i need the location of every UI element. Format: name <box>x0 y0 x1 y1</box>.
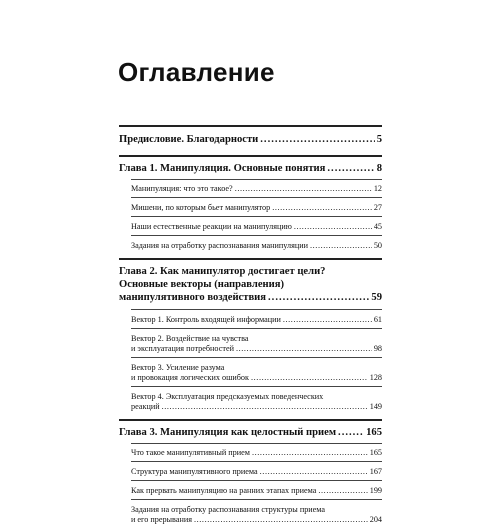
toc-entry-title-line: манипулятивного воздействия <box>119 292 267 303</box>
toc-entry-chapter-2[interactable] <box>119 265 382 304</box>
toc-entry-title: Мишени, по которым бьет манипулятор <box>131 203 271 212</box>
toc-entry-title: Структура манипулятивного приема <box>131 467 258 476</box>
dot-leader <box>327 162 374 175</box>
page-number: 59 <box>371 292 382 303</box>
dot-leader <box>318 486 367 496</box>
toc-entry-title-line: Глава 2. Как манипулятор достигает цели? <box>119 266 326 277</box>
dot-leader <box>235 184 372 194</box>
dot-leader <box>268 291 369 304</box>
page-number: 167 <box>369 467 382 476</box>
table-of-contents <box>119 125 382 525</box>
page-number: 45 <box>373 222 382 231</box>
item-divider <box>131 386 382 387</box>
page-number: 27 <box>373 203 382 212</box>
toc-entry-subsection[interactable] <box>119 448 382 458</box>
item-divider <box>131 480 382 481</box>
toc-entry-title: Что такое манипулятивный прием <box>131 448 250 457</box>
toc-entry-title: Как прервать манипуляцию на ранних этапах приема <box>131 486 317 495</box>
toc-entry-subsection[interactable] <box>119 392 382 412</box>
toc-entry-title-line: и эксплуатация потребностей <box>131 344 234 353</box>
page-number: 61 <box>373 315 382 324</box>
dot-leader <box>338 426 364 439</box>
toc-entry-chapter-1[interactable] <box>119 162 382 175</box>
toc-entry-title-line: Вектор 2. Воздействие на чувства <box>131 334 249 343</box>
dot-leader <box>251 373 368 383</box>
dot-leader <box>310 241 372 251</box>
toc-entry-subsection[interactable] <box>119 486 382 496</box>
toc-entry-subsection[interactable] <box>119 467 382 477</box>
section-divider <box>119 419 382 421</box>
toc-entry-title-line: Основные векторы (направления) <box>119 279 284 290</box>
dot-leader <box>283 315 372 325</box>
section-divider <box>119 258 382 260</box>
page-number: 165 <box>369 448 382 457</box>
toc-entry-title: Глава 1. Манипуляция. Основные понятия <box>119 163 326 174</box>
toc-entry-title-line: и его прерывания <box>131 515 192 524</box>
page-number: 149 <box>369 402 382 411</box>
dot-leader <box>260 133 374 146</box>
page-number: 12 <box>373 184 382 193</box>
item-divider <box>131 235 382 236</box>
item-divider <box>131 461 382 462</box>
page-number: 204 <box>369 515 382 524</box>
toc-entry-chapter-3[interactable] <box>119 426 382 439</box>
section-divider <box>119 155 382 157</box>
toc-entry-title-line: и провокация логических ошибок <box>131 373 249 382</box>
toc-entry-title: Манипуляция: что это такое? <box>131 184 233 193</box>
item-divider <box>131 309 382 310</box>
dot-leader <box>272 203 372 213</box>
dot-leader <box>260 467 368 477</box>
toc-entry-title: Предисловие. Благодарности <box>119 134 259 145</box>
toc-entry-subsection[interactable] <box>119 334 382 354</box>
toc-entry-title-line: Задания на отработку распознавания структуры приема <box>131 505 326 514</box>
dot-leader <box>236 344 372 354</box>
page-number: 128 <box>369 373 382 382</box>
item-divider <box>131 443 382 444</box>
toc-entry-subsection[interactable] <box>119 203 382 213</box>
toc-entry-subsection[interactable] <box>119 505 382 525</box>
section-divider <box>119 125 382 127</box>
dot-leader <box>252 448 368 458</box>
dot-leader <box>162 402 368 412</box>
item-divider <box>131 357 382 358</box>
toc-entry-subsection[interactable] <box>119 241 382 251</box>
item-divider <box>131 328 382 329</box>
page-number: 165 <box>366 427 382 438</box>
toc-entry-title-line: Вектор 4. Эксплуатация предсказуемых поведенческих <box>131 392 324 401</box>
page-number: 199 <box>369 486 382 495</box>
page-number: 50 <box>373 241 382 250</box>
page-title: Оглавление <box>118 57 275 87</box>
toc-entry-title: Вектор 1. Контроль входящей информации <box>131 315 281 324</box>
toc-entry-subsection[interactable] <box>119 363 382 383</box>
item-divider <box>131 216 382 217</box>
toc-entry-subsection[interactable] <box>119 222 382 232</box>
toc-entry-title-line: реакций <box>131 402 160 411</box>
page-number: 8 <box>376 163 382 174</box>
toc-entry-title: Глава 3. Манипуляция как целостный прием <box>119 427 337 438</box>
toc-entry-title: Задания на отработку распознавания манипуляции <box>131 241 308 250</box>
toc-entry-subsection[interactable] <box>119 184 382 194</box>
toc-entry-subsection[interactable] <box>119 315 382 325</box>
toc-entry-preface[interactable] <box>119 133 382 146</box>
item-divider <box>131 179 382 180</box>
page-number: 98 <box>373 344 382 353</box>
dot-leader <box>194 515 368 525</box>
toc-entry-title: Наши естественные реакции на манипуляцию <box>131 222 292 231</box>
toc-entry-title-line: Вектор 3. Усиление разума <box>131 363 225 372</box>
item-divider <box>131 197 382 198</box>
dot-leader <box>294 222 372 232</box>
page-number: 5 <box>376 134 382 145</box>
